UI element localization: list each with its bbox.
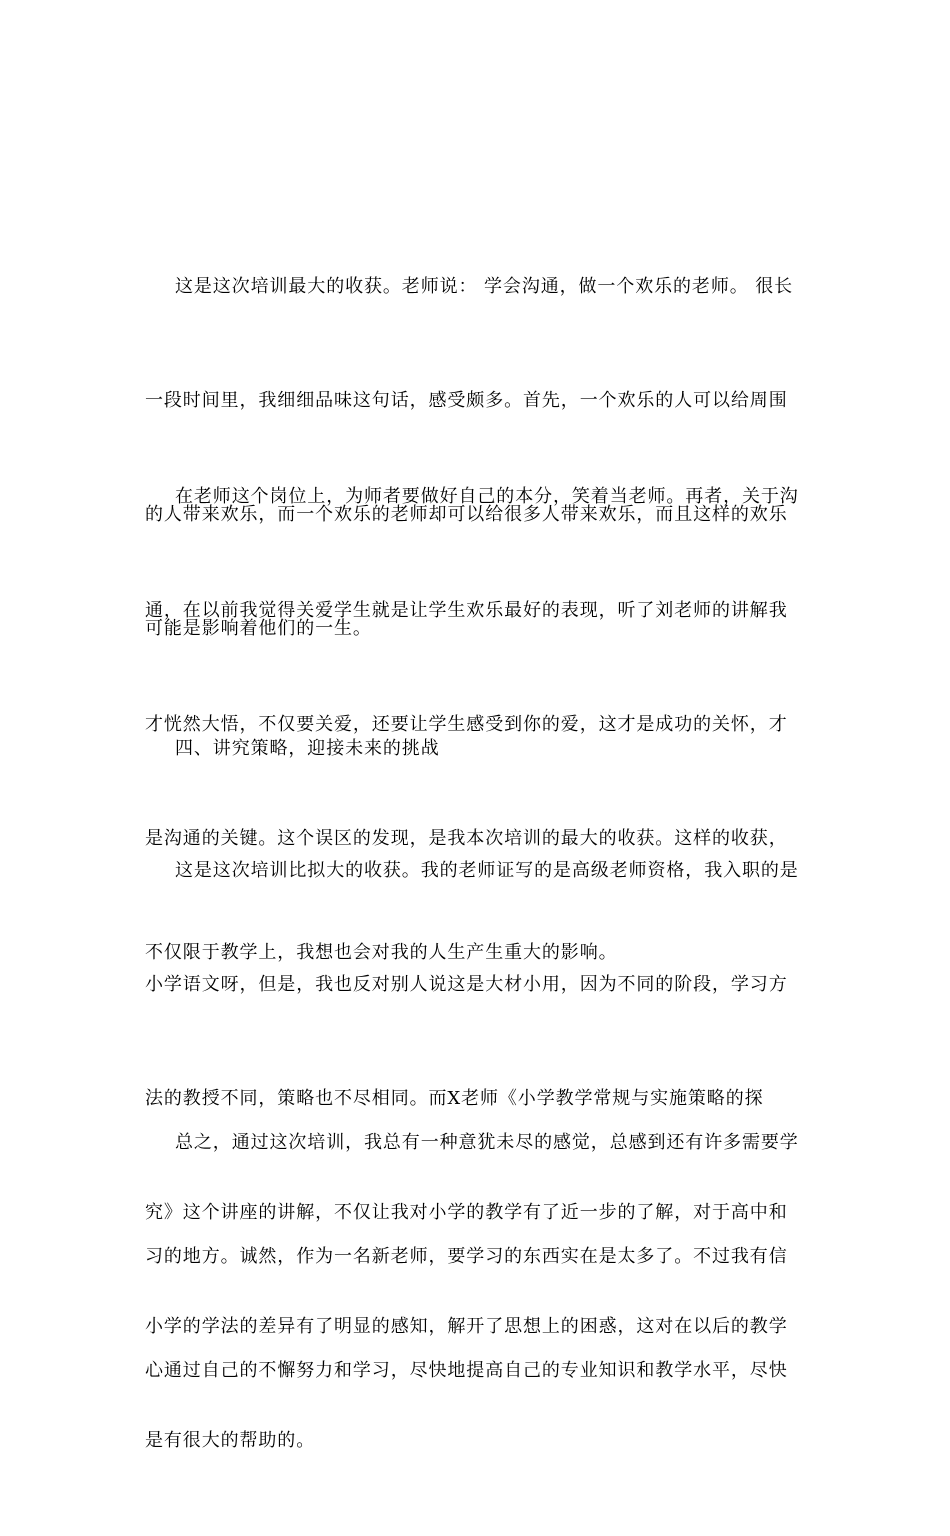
text-line: 究》这个讲座的讲解，不仅让我对小学的教学有了近一步的了解，对于高中和 bbox=[145, 1202, 788, 1223]
text-line: 这是这次培训比拟大的收获。我的老师证写的是高级老师资格，我入职的是 bbox=[175, 860, 799, 881]
text-line: 是沟通的关键。这个误区的发现，是我本次培训的最大的收获。这样的收获， bbox=[145, 828, 788, 849]
text-line: 可能是影响着他们的一生。 bbox=[145, 618, 372, 639]
text-line: 心通过自己的不懈努力和学习，尽快地提高自己的专业知识和教学水平，尽快 bbox=[145, 1360, 788, 1381]
text-line: 才恍然大悟，不仅要关爱，还要让学生感受到你的爱，这才是成功的关怀，才 bbox=[145, 714, 788, 735]
text-line: 总之，通过这次培训，我总有一种意犹未尽的感觉，总感到还有许多需要学 bbox=[175, 1132, 799, 1153]
text-line: 通，在以前我觉得关爱学生就是让学生欢乐最好的表现，听了刘老师的讲解我 bbox=[145, 600, 788, 621]
heading-text: 四、讲究策略，迎接未来的挑战 bbox=[175, 738, 440, 759]
paragraph-4 bbox=[145, 1048, 810, 1466]
text-line: 的人带来欢乐，而一个欢乐的老师却可以给很多人带来欢乐，而且这样的欢乐 bbox=[145, 504, 788, 525]
text-line: 习的地方。诚然，作为一名新老师，要学习的东西实在是太多了。不过我有信 bbox=[145, 1246, 788, 1267]
text-line: 不仅限于教学上，我想也会对我的人生产生重大的影响。 bbox=[145, 942, 618, 963]
text-line: 法的教授不同，策略也不尽相同。而X老师《小学教学常规与实施策略的探 bbox=[145, 1088, 764, 1109]
text-line: 这是这次培训最大的收获。老师说： 学会沟通，做一个欢乐的老师。 很长 bbox=[175, 276, 794, 297]
text-line: 是有很大的帮助的。 bbox=[145, 1430, 316, 1451]
text-line: 小学的学法的差异有了明显的感知，解开了思想上的困惑，这对在以后的教学 bbox=[145, 1316, 788, 1337]
text-line: 一段时间里，我细细品味这句话，感受颇多。首先，一个欢乐的人可以给周围 bbox=[145, 390, 788, 411]
text-line: 在老师这个岗位上，为师者要做好自己的本分，笑着当老师。再者，关于沟 bbox=[175, 486, 799, 507]
text-line: 小学语文呀，但是，我也反对别人说这是大材小用，因为不同的阶段，学习方 bbox=[145, 974, 788, 995]
